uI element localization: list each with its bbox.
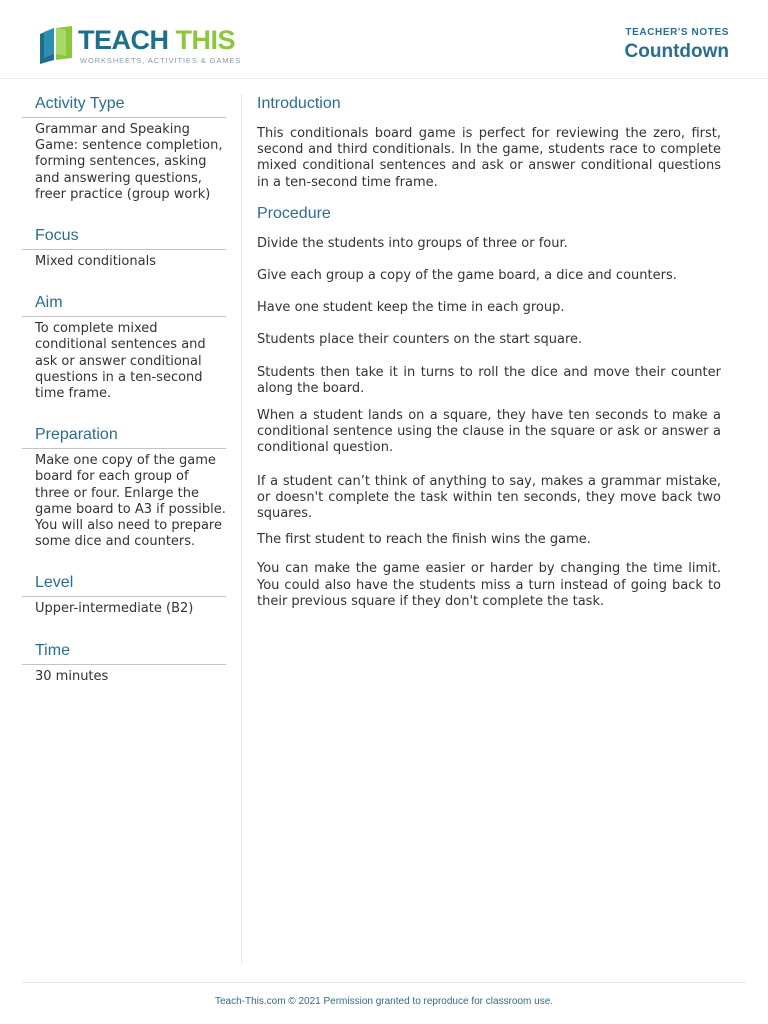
sidebar-section-title: Aim: [22, 293, 226, 317]
sidebar-section-body: To complete mixed conditional sentences and ask or answer conditional questions in a ten-second time frame.: [35, 321, 206, 402]
brand-wordmark: [78, 25, 235, 55]
sidebar-section-time: [22, 641, 226, 685]
page-title: Countdown: [624, 41, 729, 62]
introduction-title: Introduction: [257, 95, 341, 112]
column-divider: [241, 94, 242, 964]
footer-text: Teach-This.com © 2021 Permission granted to reproduce for classroom use.: [214, 996, 554, 1007]
sidebar-section-activity-type: [22, 94, 226, 203]
sidebar-section-title: Preparation: [22, 425, 226, 449]
procedure-title: Procedure: [257, 204, 331, 222]
sidebar-section-body: Make one copy of the game board for each group of three or four. Enlarge the game board to A3 if possible. You will also need to prepare some dice and counters.: [35, 453, 226, 550]
brand-name-part1: TEACH: [78, 25, 169, 55]
procedure-step: The first student to reach the finish wins the game.: [257, 532, 591, 548]
sidebar-section-aim: [22, 293, 226, 402]
header-label: TEACHER'S NOTES: [625, 27, 729, 38]
procedure-step: Give each group a copy of the game board, a dice and counters.: [257, 268, 677, 284]
sidebar-section-title: Time: [22, 641, 226, 665]
brand-name-part2: THIS: [175, 25, 236, 55]
brand-tagline: WORKSHEETS, ACTIVITIES & GAMES: [80, 56, 242, 65]
procedure-step: When a student lands on a square, they have ten seconds to make a conditional sentence using the clause in the square or ask or answer a conditional question.: [257, 408, 721, 456]
page-header: [0, 0, 768, 79]
sidebar-section-title: Activity Type: [22, 94, 226, 118]
sidebar-section-title: Level: [22, 573, 226, 597]
main-content: [257, 94, 721, 610]
sidebar-section-level: [22, 573, 226, 617]
sidebar-section-title: Focus: [22, 226, 226, 250]
sidebar-section-focus: [22, 226, 226, 270]
sidebar: [22, 94, 226, 708]
procedure-step: Divide the students into groups of three or four.: [257, 235, 568, 251]
procedure-step: Have one student keep the time in each group.: [257, 300, 565, 316]
brand-logo: [36, 22, 242, 70]
sidebar-section-preparation: [22, 425, 226, 550]
sidebar-section-body: Upper-intermediate (B2): [35, 601, 194, 617]
procedure-step: Students place their counters on the start square.: [257, 332, 583, 348]
header-right: [625, 27, 729, 63]
procedure-step: Students then take it in turns to roll the dice and move their counter along the board.: [257, 364, 721, 396]
sidebar-section-body: 30 minutes: [35, 668, 109, 684]
procedure-step: You can make the game easier or harder by changing the time limit. You could also have the students miss a turn instead of going back to their previous square if they don't complete the task.: [257, 561, 721, 609]
sidebar-section-body: Grammar and Speaking Game: sentence completion, forming sentences, asking and answering questions, freer practice (group work): [35, 122, 223, 202]
page-footer: [22, 982, 746, 1007]
open-book-icon: [36, 24, 76, 66]
procedure-step: If a student can’t think of anything to say, makes a grammar mistake, or doesn't complete the task within ten seconds, they move back two squares.: [257, 473, 721, 522]
introduction-text: This conditionals board game is perfect for reviewing the zero, first, second and third conditionals. In the game, students race to complete mixed conditional sentences and ask or answer conditional questions in a ten-second time frame.: [257, 126, 721, 190]
sidebar-section-body: Mixed conditionals: [35, 254, 156, 270]
